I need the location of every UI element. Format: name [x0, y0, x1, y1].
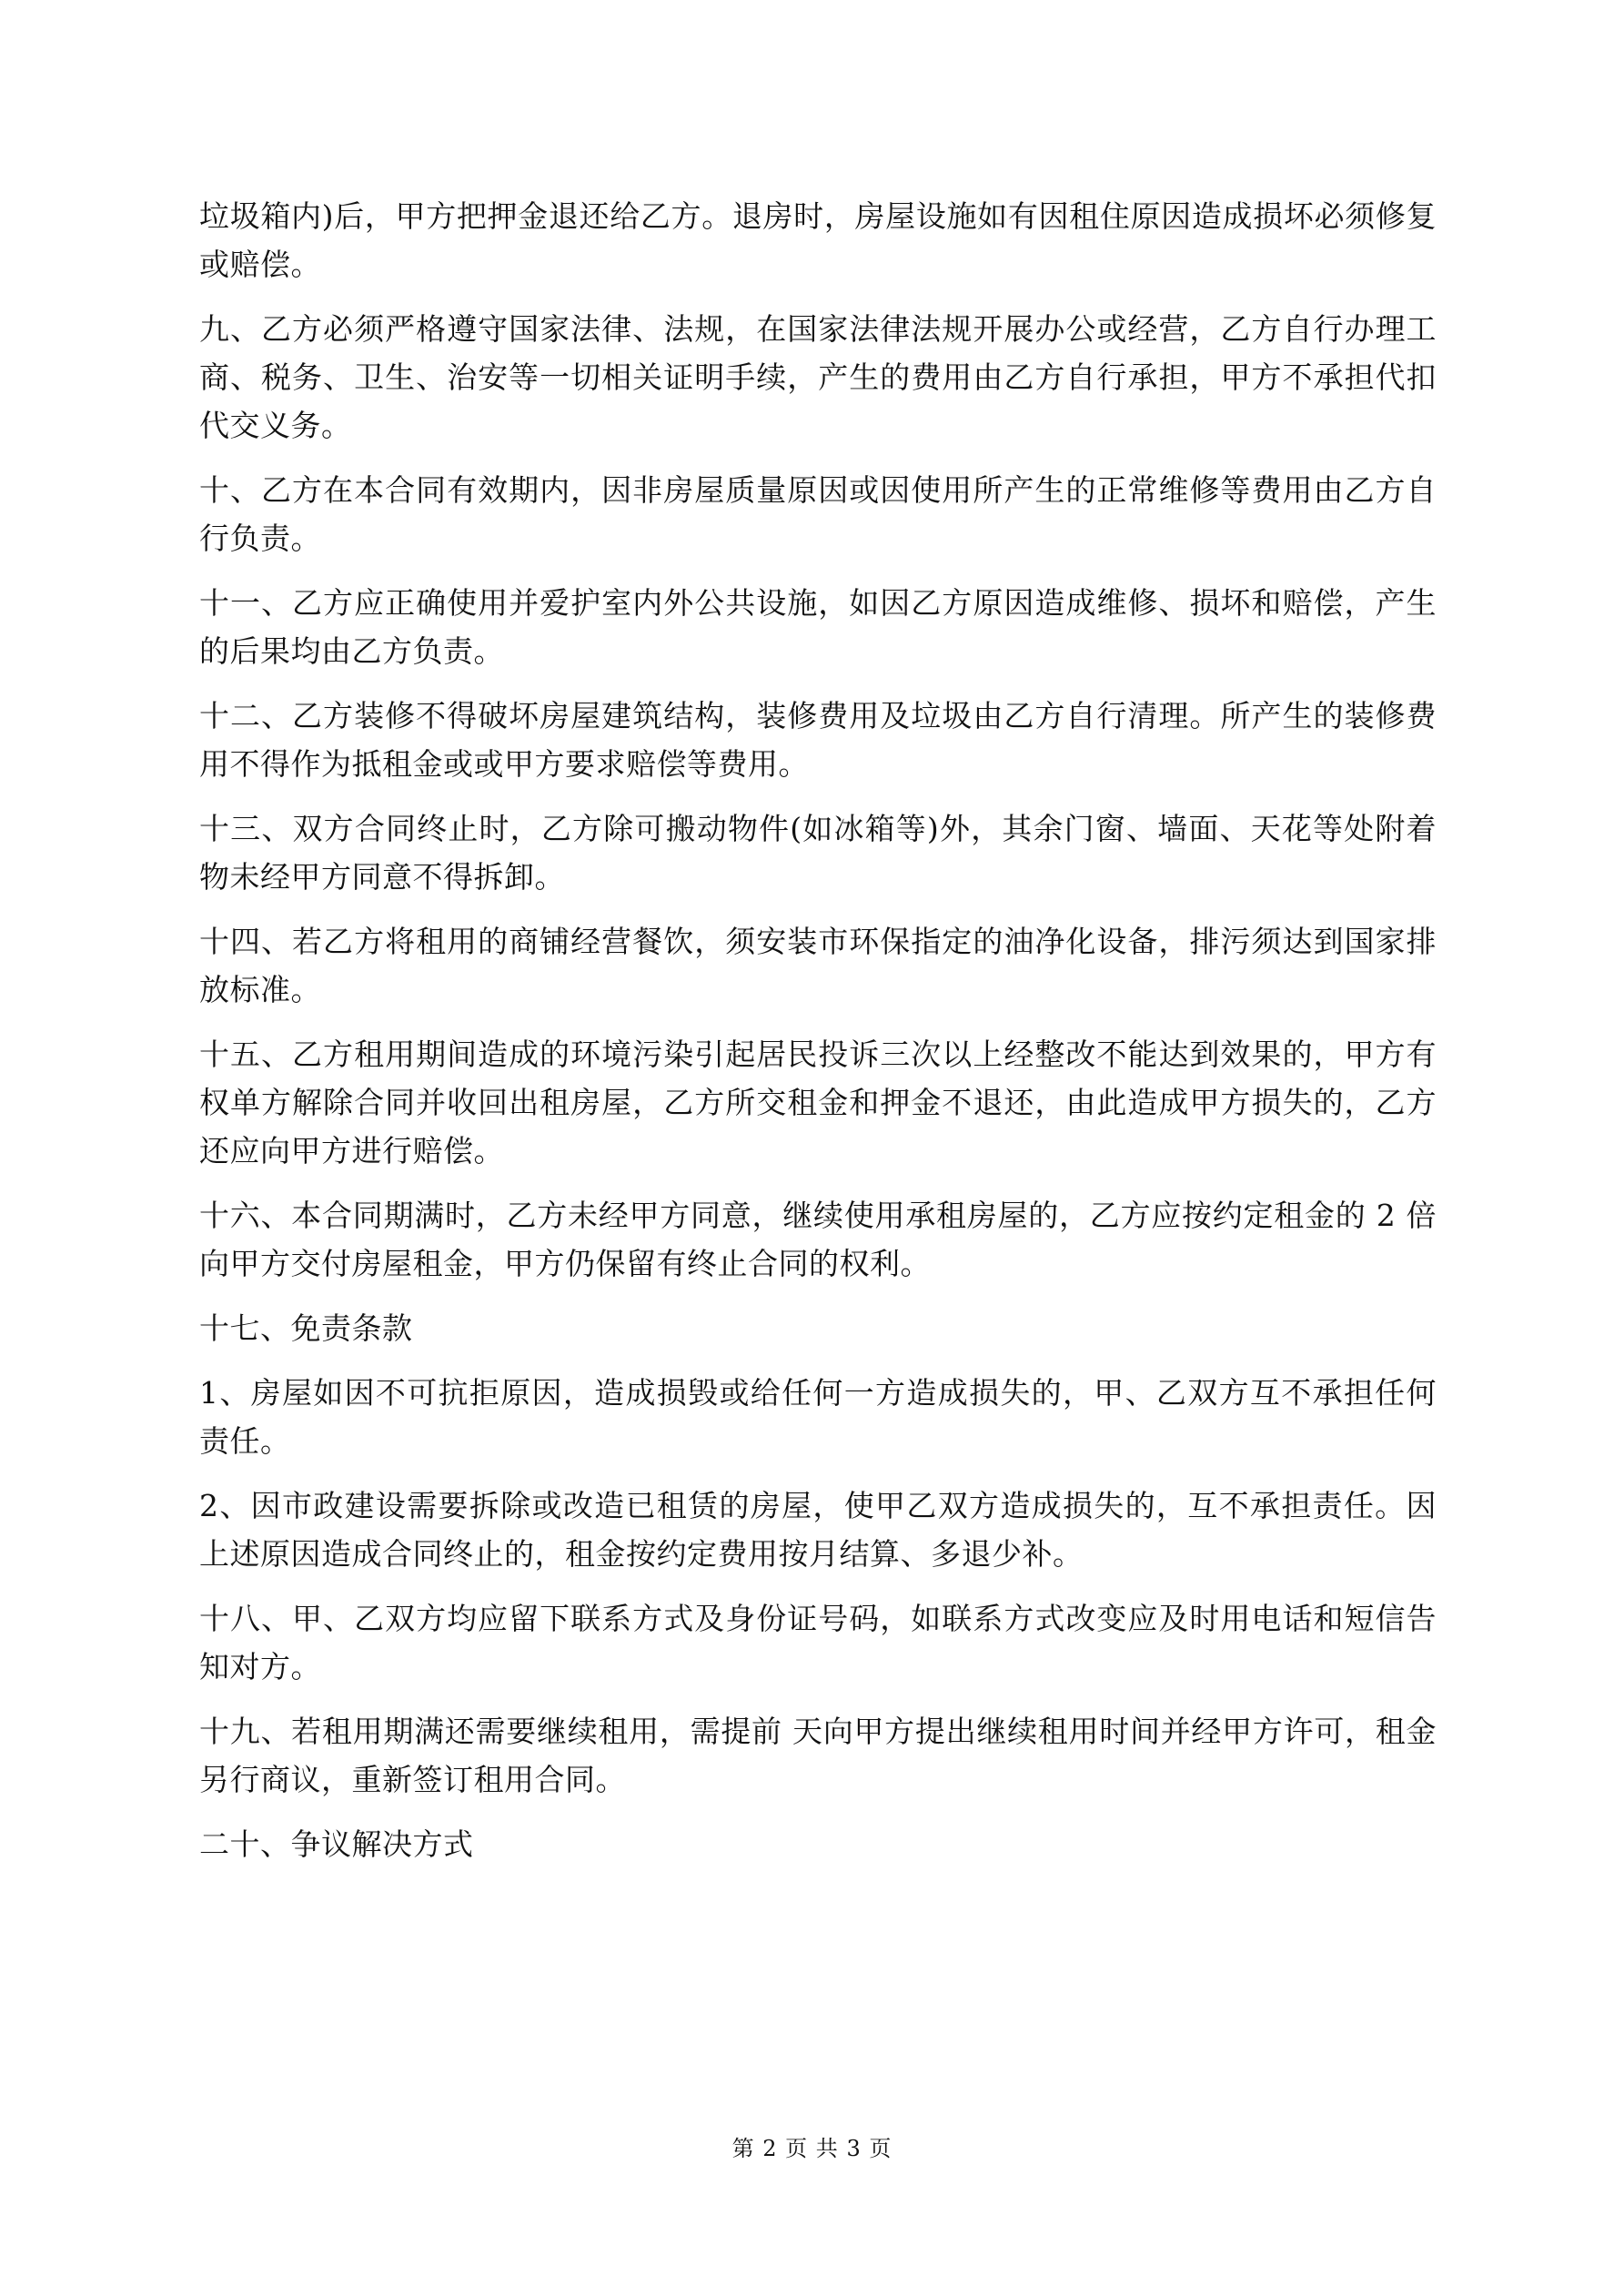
clause-14: 十四、若乙方将租用的商铺经营餐饮，须安装市环保指定的油净化设备，排污须达到国家排放标准。: [199, 924, 1437, 1007]
page-number-footer: 第 2 页 共 3 页: [731, 2136, 893, 2161]
clause-12: 十二、乙方装修不得破坏房屋建筑结构，装修费用及垃圾由乙方自行清理。所产生的装修费用不得作为抵租金或或甲方要求赔偿等费用。: [199, 698, 1437, 782]
document-body: [199, 192, 1437, 1868]
clause-19: 十九、若租用期满还需要继续租用，需提前 天向甲方提出继续租用时间并经甲方许可，租金另行商议，重新签订租用合同。: [199, 1714, 1437, 1797]
clause-17-item-2: 2、因市政建设需要拆除或改造已租赁的房屋，使甲乙双方造成损失的，互不承担责任。因上述原因造成合同终止的，租金按约定费用按月结算、多退少补。: [199, 1488, 1437, 1572]
clause-16: 十六、本合同期满时，乙方未经甲方同意，继续使用承租房屋的，乙方应按约定租金的 2 倍向甲方交付房屋租金，甲方仍保留有终止合同的权利。: [199, 1198, 1437, 1281]
clause-11: 十一、乙方应正确使用并爱护室内外公共设施，如因乙方原因造成维修、损坏和赔偿，产生的后果均由乙方负责。: [199, 585, 1437, 669]
clause-10: 十、乙方在本合同有效期内，因非房屋质量原因或因使用所产生的正常维修等费用由乙方自行负责。: [199, 472, 1437, 556]
clause-17-heading: 十七、免责条款: [199, 1310, 413, 1346]
clause-18: 十八、甲、乙双方均应留下联系方式及身份证号码，如联系方式改变应及时用电话和短信告知对方。: [199, 1601, 1437, 1684]
clause-8-continuation: 垃圾箱内)后，甲方把押金退还给乙方。退房时，房屋设施如有因租住原因造成损坏必须修复或赔偿。: [199, 198, 1437, 282]
clause-20-heading: 二十、争议解决方式: [199, 1826, 474, 1862]
clause-13: 十三、双方合同终止时，乙方除可搬动物件(如冰箱等)外，其余门窗、墙面、天花等处附着物未经甲方同意不得拆卸。: [199, 811, 1437, 895]
clause-15: 十五、乙方租用期间造成的环境污染引起居民投诉三次以上经整改不能达到效果的，甲方有权单方解除合同并收回出租房屋，乙方所交租金和押金不退还，由此造成甲方损失的，乙方还应向甲方进行赔偿。: [199, 1037, 1437, 1168]
clause-17-item-1: 1、房屋如因不可抗拒原因，造成损毁或给任何一方造成损失的，甲、乙双方互不承担任何责任。: [199, 1375, 1437, 1459]
clause-9: 九、乙方必须严格遵守国家法律、法规，在国家法律法规开展办公或经营，乙方自行办理工商、税务、卫生、治安等一切相关证明手续，产生的费用由乙方自行承担，甲方不承担代扣代交义务。: [199, 311, 1437, 443]
